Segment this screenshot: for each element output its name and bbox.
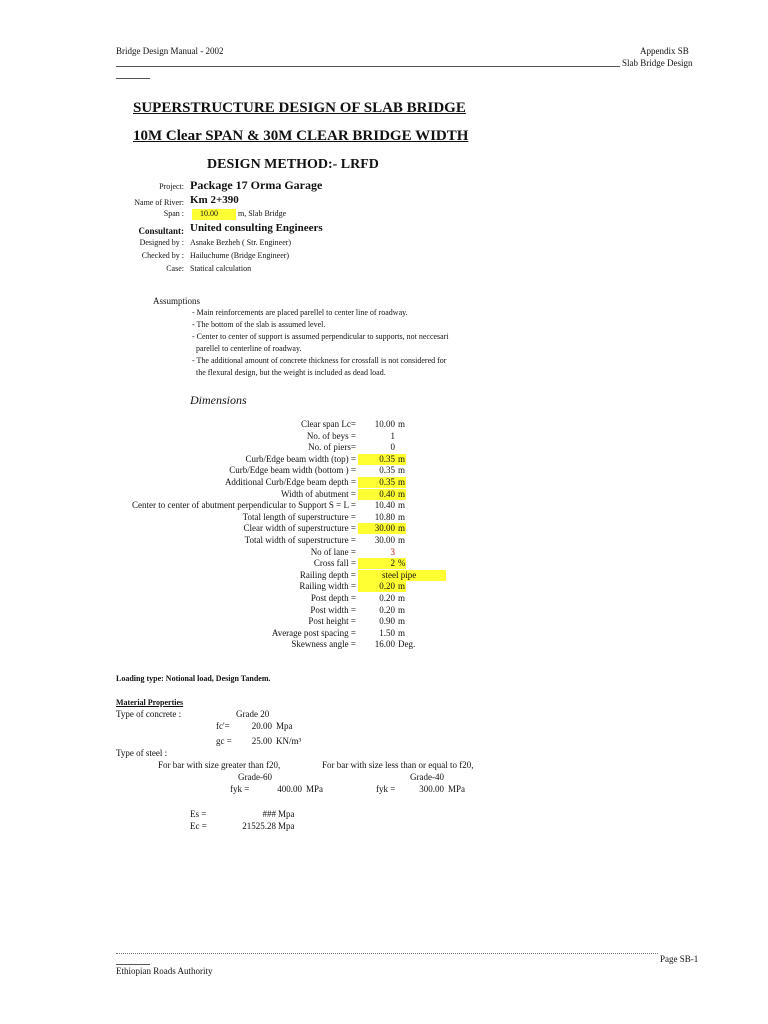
dim-unit: m	[398, 535, 406, 545]
dim-value: 0.20	[379, 605, 395, 615]
footer-authority: Ethiopian Roads Authority	[116, 966, 213, 976]
dim-label: Post width =	[310, 605, 356, 615]
dim-value: 0.20	[379, 581, 395, 591]
fc-unit: Mpa	[276, 721, 293, 731]
dim-label: Clear width of superstructure =	[243, 523, 356, 533]
project-value: Package 17 Orma Garage	[190, 178, 323, 192]
dim-label: Railing width =	[299, 581, 356, 591]
consultant-value: United consulting Engineers	[190, 222, 323, 234]
loading-type-value: Notional load, Design Tandem.	[163, 674, 271, 683]
dim-label: Total width of superstructure =	[244, 535, 356, 545]
dim-label: Clear span Lc=	[300, 419, 356, 429]
dim-label: Cross fall =	[313, 558, 356, 568]
dim-unit: m	[398, 477, 406, 487]
loading-type-label: Loading type:	[116, 674, 164, 683]
grade60-label: Grade-60	[238, 772, 272, 782]
bar-less-label: For bar with size less than or equal to f20,	[322, 760, 474, 770]
assumptions-title: Assumptions	[153, 296, 201, 306]
dim-unit: m	[398, 616, 406, 626]
dim-value: 1	[390, 431, 395, 441]
concrete-grade: Grade 20	[236, 709, 270, 719]
dim-unit: %	[398, 558, 406, 568]
river-value: Km 2+390	[190, 194, 239, 206]
dim-label: Width of abutment =	[281, 489, 356, 499]
assumption-line: - The bottom of the slab is assumed level.	[192, 320, 326, 329]
dim-label: No. of piers=	[308, 442, 356, 452]
header-rule	[116, 66, 620, 67]
dim-value: 0.35	[379, 454, 395, 464]
ec-unit: Mpa	[278, 821, 295, 831]
designed-label: Designed by :	[139, 238, 184, 247]
es-value: ###	[262, 809, 276, 819]
material-heading: Material Properties	[116, 698, 184, 707]
dim-unit: m	[398, 628, 406, 638]
ec-label: Ec =	[190, 821, 207, 831]
title-line-1: SUPERSTRUCTURE DESIGN OF SLAB BRIDGE	[133, 100, 466, 116]
header-short-rule	[116, 78, 150, 79]
dim-label: Total length of superstructure =	[242, 512, 356, 522]
es-label: Es =	[190, 809, 207, 819]
dim-unit: m	[398, 523, 406, 533]
span-label: Span :	[163, 209, 184, 218]
dim-value: 0	[390, 442, 395, 452]
dim-value: 0.35	[379, 465, 395, 475]
dim-value: 30.00	[374, 523, 395, 533]
case-label: Case:	[166, 264, 184, 273]
dim-label: Average post spacing =	[271, 628, 356, 638]
dim-value: 0.90	[379, 616, 395, 626]
header-left: Bridge Design Manual - 2002	[116, 46, 224, 56]
consultant-label: Consultant:	[138, 226, 184, 236]
dim-unit: m	[398, 605, 406, 615]
gc-label: gc =	[216, 736, 232, 746]
dim-label: No of lane =	[310, 547, 356, 557]
dim-value: 0.35	[379, 477, 395, 487]
dim-unit: Deg.	[398, 639, 416, 649]
dim-label: Post depth =	[310, 593, 356, 603]
dim-value: 3	[390, 547, 395, 557]
dim-value: 10.80	[374, 512, 395, 522]
dim-unit: m	[398, 512, 406, 522]
dim-value: 10.40	[374, 500, 395, 510]
steel-type-label: Type of steel :	[116, 748, 168, 758]
assumption-line: parellel to centerline of roadway.	[192, 344, 302, 353]
fc-value: 20.00	[251, 721, 272, 731]
dim-unit: m	[398, 581, 406, 591]
dimensions-heading: Dimensions	[190, 393, 247, 407]
dim-unit: m	[398, 465, 406, 475]
es-unit: Mpa	[278, 809, 295, 819]
dim-value: 10.00	[374, 419, 395, 429]
dim-value: 0.40	[379, 489, 395, 499]
assumption-line: - Center to center of support is assumed perpendicular to supports, not neccesari	[192, 332, 449, 341]
dim-label: No. of beys =	[306, 431, 356, 441]
dim-label: Center to center of abutment perpendicular to Support S = L =	[131, 500, 356, 510]
fyk2-value: 300.00	[419, 784, 444, 794]
dim-label: Curb/Edge beam width (bottom ) =	[229, 465, 356, 475]
bar-greater-label: For bar with size greater than f20,	[158, 760, 281, 770]
span-value: 10.00	[200, 209, 218, 218]
loading-type	[116, 674, 271, 683]
footer-short-rule	[116, 964, 150, 965]
footer-rule	[116, 953, 658, 954]
dim-value: 30.00	[374, 535, 395, 545]
dim-value: 1.50	[379, 628, 395, 638]
dim-unit: m	[398, 489, 406, 499]
fyk1-unit: MPa	[306, 784, 324, 794]
checked-label: Checked by :	[141, 251, 184, 260]
dim-value: 0.20	[379, 593, 395, 603]
header-right-top: Appendix SB	[640, 46, 689, 56]
dim-value: 16.00	[374, 639, 395, 649]
fyk1-label: fyk =	[230, 784, 250, 794]
dim-unit: m	[398, 500, 406, 510]
dim-value: 2	[390, 558, 395, 568]
dim-unit: m	[398, 454, 406, 464]
dim-label: Curb/Edge beam width (top) =	[245, 454, 356, 464]
dim-label: Additional Curb/Edge beam depth =	[224, 477, 356, 487]
dim-value: steel pipe	[382, 570, 417, 580]
title-line-3: DESIGN METHOD:- LRFD	[207, 157, 379, 172]
fyk1-value: 400.00	[277, 784, 302, 794]
dimensions-table	[0, 419, 500, 664]
span-unit: m, Slab Bridge	[238, 209, 287, 218]
project-label: Project:	[159, 182, 184, 191]
fyk2-label: fyk =	[376, 784, 396, 794]
assumption-line: - The additional amount of concrete thickness for crossfall is not considered for	[192, 356, 447, 365]
title-line-2: 10M Clear SPAN & 30M CLEAR BRIDGE WIDTH	[133, 128, 469, 144]
dim-label: Post height =	[308, 616, 356, 626]
grade40-label: Grade-40	[410, 772, 444, 782]
footer-page: Page SB-1	[660, 954, 699, 964]
gc-unit: KN/m³	[276, 736, 302, 746]
dim-unit: m	[398, 593, 406, 603]
checked-value: Hailuchume (Bridge Engineer)	[190, 251, 290, 260]
ec-value: 21525.28	[242, 821, 276, 831]
assumption-line: - Main reinforcements are placed parellel to center line of roadway.	[192, 308, 408, 317]
dim-unit: m	[398, 419, 406, 429]
dim-label: Railing depth =	[299, 570, 356, 580]
concrete-type-label: Type of concrete :	[116, 709, 182, 719]
designed-value: Asnake Bezheh ( Str. Engineer)	[190, 238, 292, 247]
case-value: Statical calculation	[190, 264, 252, 273]
gc-value: 25.00	[251, 736, 272, 746]
dim-label: Skewness angle =	[291, 639, 356, 649]
river-label: Name of River:	[134, 198, 184, 207]
header-right-bottom: Slab Bridge Design	[622, 58, 693, 68]
assumption-line: the flexural design, but the weight is included as dead load.	[192, 368, 386, 377]
fyk2-unit: MPa	[448, 784, 466, 794]
fc-label: fc'=	[216, 721, 230, 731]
